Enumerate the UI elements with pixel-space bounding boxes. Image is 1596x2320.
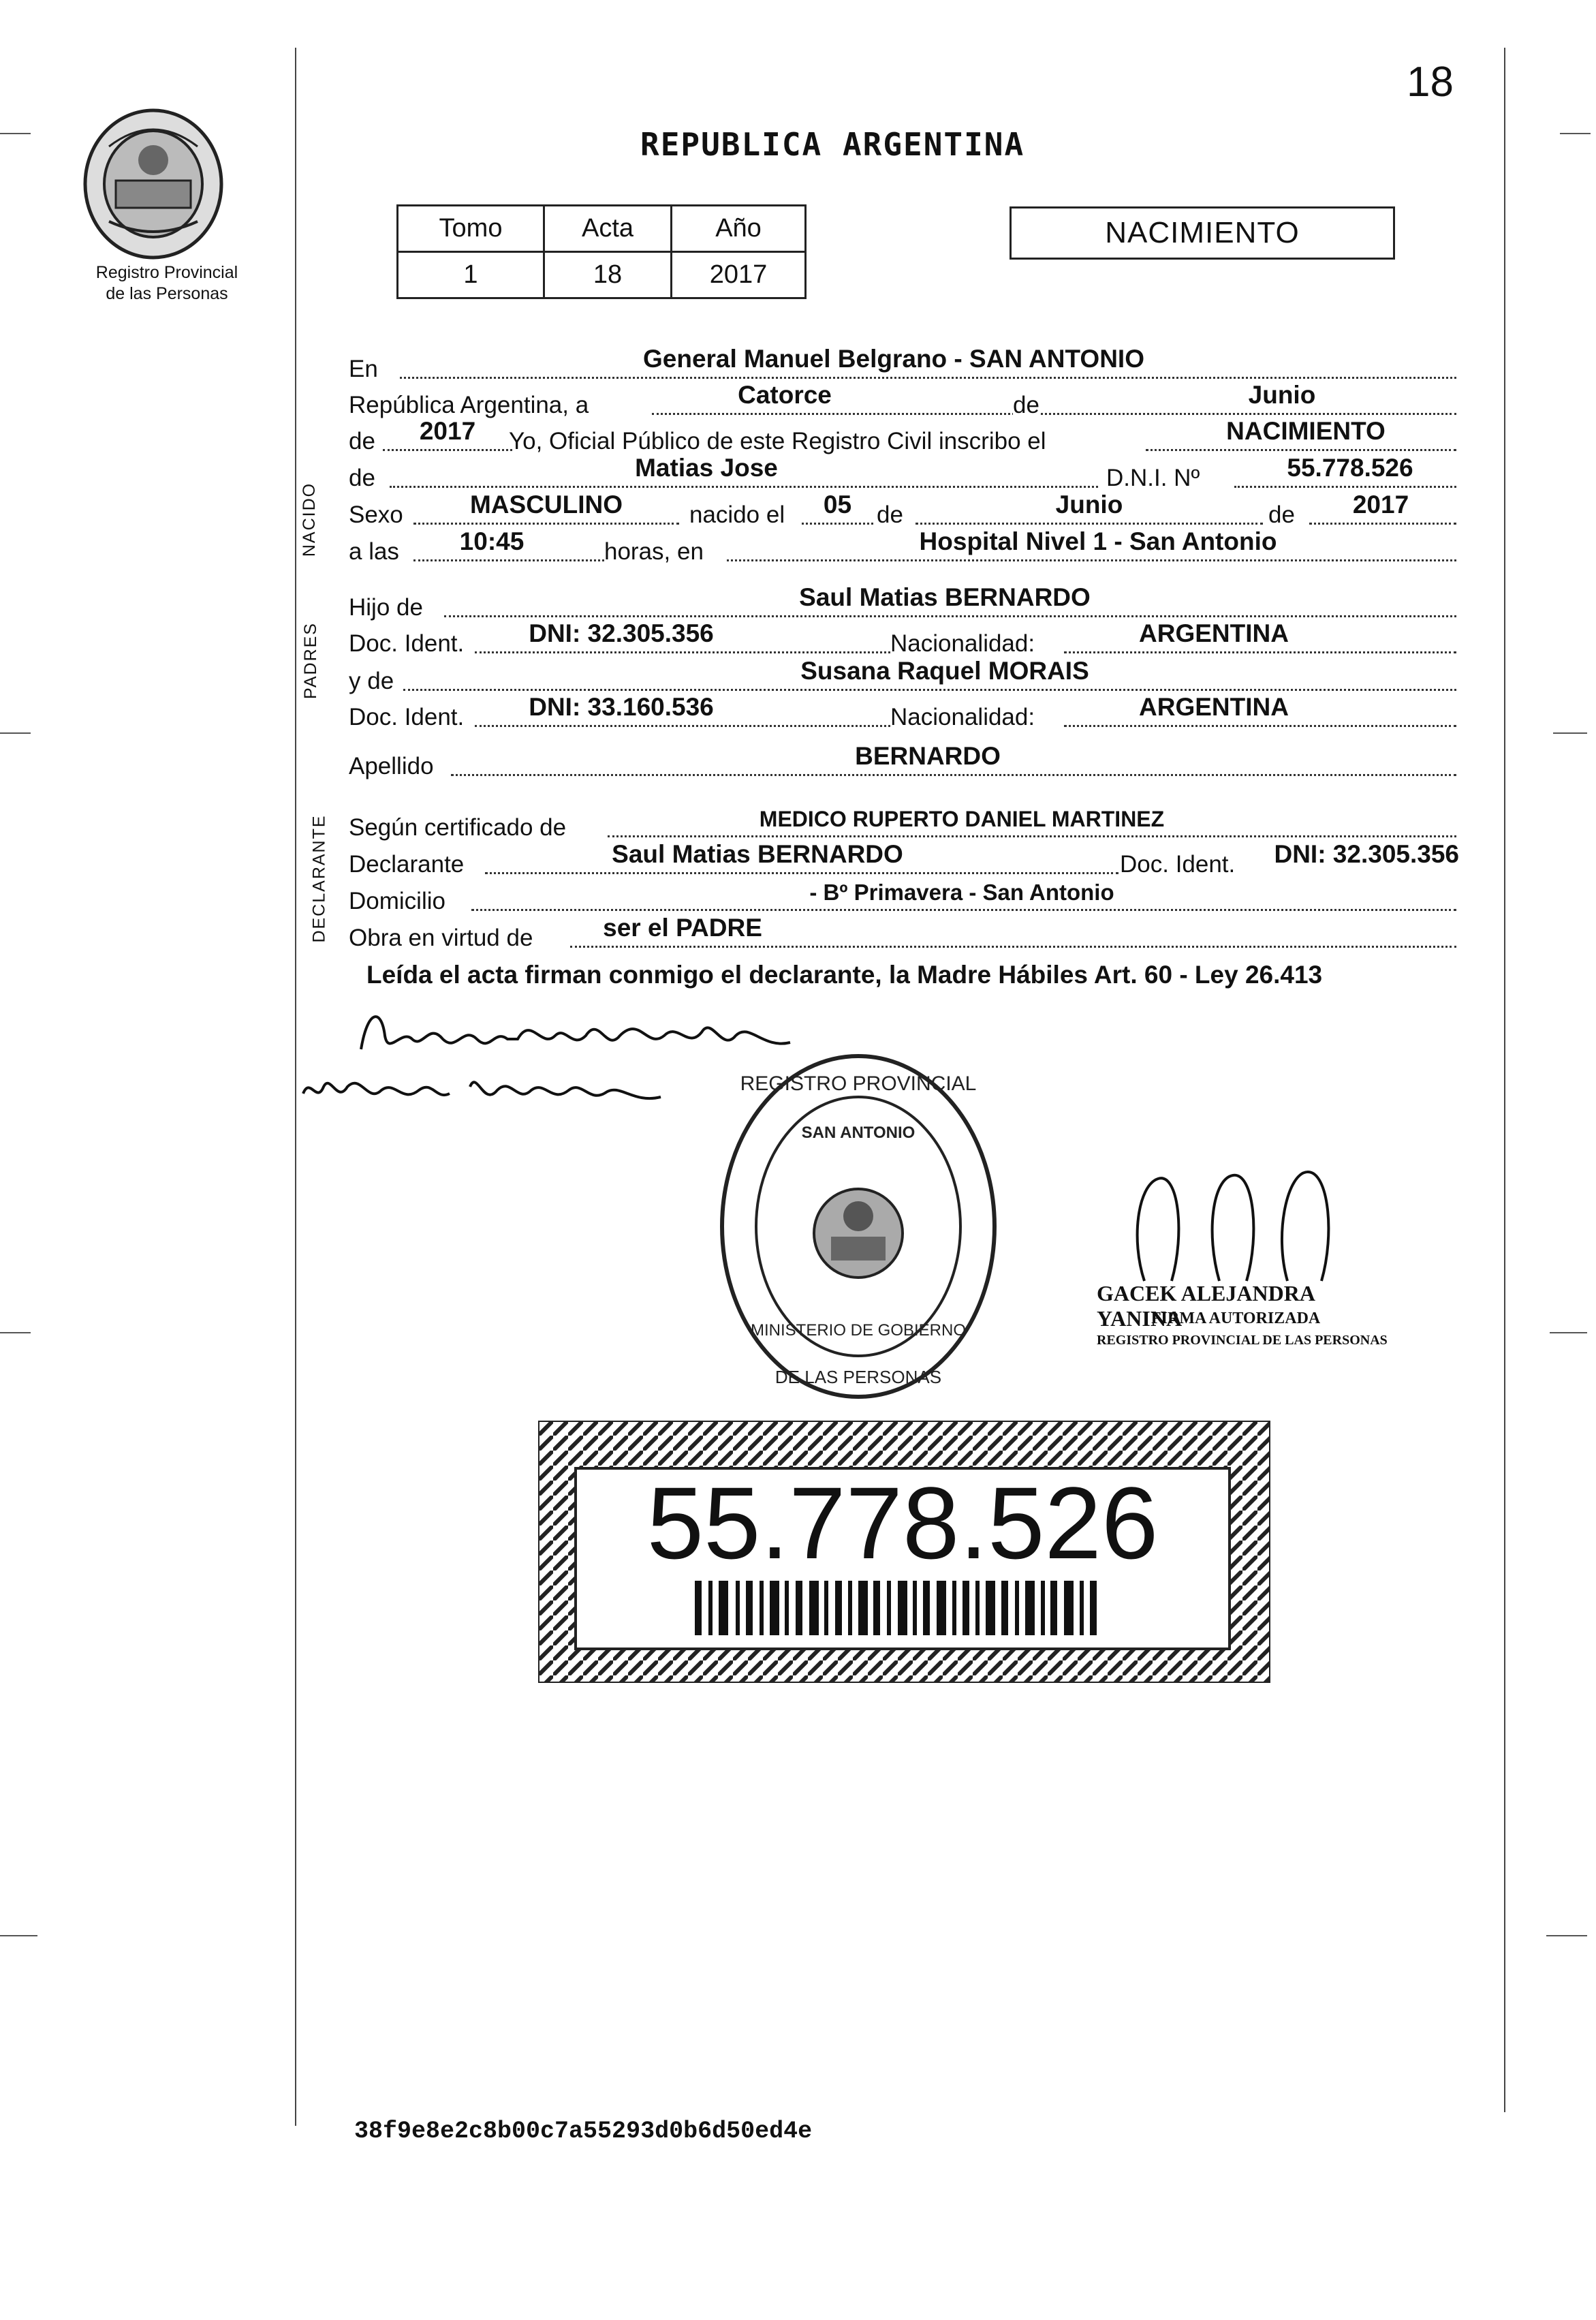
table-value-tomo: 1 — [398, 252, 544, 298]
doc-ident-label-madre: Doc. Ident. — [349, 704, 465, 730]
nacido-label: nacido el — [689, 501, 785, 528]
republica-label: República Argentina, a — [349, 392, 589, 418]
hijo-label: Hijo de — [349, 594, 423, 621]
margin-tick — [1560, 133, 1591, 134]
horas-en-label: horas, en — [604, 538, 704, 565]
birth-day: 05 — [823, 491, 852, 519]
side-label-nacido: NACIDO — [300, 482, 319, 557]
obra-label: Obra en virtud de — [349, 925, 533, 951]
margin-tick — [1550, 1332, 1587, 1333]
sexo-value: MASCULINO — [469, 491, 623, 519]
left-border-line — [295, 48, 296, 2126]
margin-tick — [0, 1332, 31, 1333]
barcode-number: 55.778.526 — [646, 1466, 1159, 1580]
form-row-madre — [349, 657, 1456, 695]
dni-value: 55.778.526 — [1287, 454, 1413, 482]
official-stamp-icon — [715, 1049, 1001, 1404]
table-header-acta: Acta — [544, 206, 672, 252]
form-row-madre-doc — [349, 693, 1456, 731]
year-value: 2017 — [419, 417, 476, 445]
de-label-bd: de — [877, 501, 903, 528]
form-row-hora — [349, 527, 1456, 566]
form-row-padre-doc — [349, 619, 1456, 658]
inscribo-label: Yo, Oficial Público de este Registro Civil inscribo el — [509, 428, 1046, 454]
y-de-label: y de — [349, 668, 394, 694]
margin-tick — [1553, 732, 1587, 734]
en-value: General Manuel Belgrano - SAN ANTONIO — [642, 345, 1144, 373]
form-row-declarante — [349, 840, 1459, 878]
certificado-value: MEDICO RUPERTO DANIEL MARTINEZ — [759, 807, 1165, 831]
declarante-value: Saul Matias BERNARDO — [612, 840, 903, 868]
logo-caption-line1: Registro Provincial — [95, 263, 238, 282]
page-number: 18 — [1407, 59, 1454, 106]
declarante-label: Declarante — [349, 851, 465, 878]
domicilio-label: Domicilio — [349, 888, 445, 914]
side-label-declarante: DECLARANTE — [309, 814, 329, 943]
table-header-ano: Año — [672, 206, 806, 252]
declarante-doc: DNI: 32.305.356 — [1274, 840, 1459, 868]
form-row-apellido — [349, 742, 1456, 780]
name-value: Matias Jose — [635, 454, 778, 482]
form-row-nombre — [349, 454, 1456, 492]
provincial-seal-icon — [75, 106, 232, 269]
official-name: GACEK ALEJANDRA YANINA — [1097, 1281, 1315, 1331]
header-title: REPUBLICA ARGENTINA — [640, 126, 1025, 163]
form-row-hijo — [349, 583, 1456, 621]
apellido-value: BERNARDO — [855, 742, 1001, 770]
month-value: Junio — [1248, 381, 1316, 409]
margin-tick — [0, 133, 31, 134]
sexo-label: Sexo — [349, 501, 403, 528]
doc-ident-label-decl: Doc. Ident. — [1120, 851, 1236, 878]
form-row-domicilio — [349, 880, 1456, 915]
table-value-acta: 18 — [544, 252, 672, 298]
en-label: En — [349, 356, 378, 382]
nacionalidad-label: Nacionalidad: — [890, 630, 1035, 657]
form-row-fecha — [349, 381, 1456, 419]
table-header-tomo: Tomo — [398, 206, 544, 252]
de-label-name: de — [349, 465, 375, 491]
lugar-value: Hospital Nivel 1 - San Antonio — [919, 527, 1277, 555]
apellido-label: Apellido — [349, 753, 434, 779]
logo-caption-line2: de las Personas — [106, 284, 228, 303]
official-title: FIRMA AUTORIZADA — [1151, 1310, 1321, 1327]
registry-table — [396, 204, 807, 299]
svg-text:REGISTRO PROVINCIAL: REGISTRO PROVINCIAL — [740, 1072, 977, 1095]
closing-statement: Leída el acta firman conmigo el declarante, la Madre Hábiles Art. 60 - Ley 26.413 — [366, 961, 1323, 989]
dni-label: D.N.I. Nº — [1106, 465, 1200, 491]
official-signature — [1090, 1158, 1403, 1376]
obra-value: ser el PADRE — [603, 914, 762, 942]
official-office: REGISTRO PROVINCIAL DE LAS PERSONAS — [1097, 1333, 1388, 1348]
padre-nac: ARGENTINA — [1139, 619, 1289, 647]
doc-ident-label: Doc. Ident. — [349, 630, 465, 657]
form-row-obra — [349, 916, 1456, 952]
form-row-en — [349, 347, 1456, 383]
form-row-sexo — [349, 493, 1456, 529]
birth-year: 2017 — [1352, 491, 1409, 519]
right-border-line — [1504, 48, 1505, 2112]
side-label-padres: PADRES — [300, 622, 320, 699]
svg-text:DE LAS PERSONAS: DE LAS PERSONAS — [774, 1367, 942, 1387]
a-las-label: a las — [349, 538, 399, 565]
form-row-inscribo — [349, 417, 1456, 455]
act-type-box: NACIMIENTO — [1010, 206, 1395, 260]
de-label: de — [1013, 392, 1039, 418]
padre-value: Saul Matias BERNARDO — [799, 583, 1091, 611]
nacionalidad-label-madre: Nacionalidad: — [890, 704, 1035, 730]
birth-month: Junio — [1055, 491, 1123, 519]
madre-doc: DNI: 33.160.536 — [529, 693, 714, 721]
document-hash: 38f9e8e2c8b00c7a55293d0b6d50ed4e — [354, 2118, 813, 2145]
signature-madre — [300, 1066, 668, 1114]
de-label-by: de — [1268, 501, 1295, 528]
certificado-label: Según certificado de — [349, 814, 567, 841]
svg-text:MINISTERIO DE GOBIERNO: MINISTERIO DE GOBIERNO — [750, 1321, 967, 1340]
madre-value: Susana Raquel MORAIS — [800, 657, 1089, 685]
madre-nac: ARGENTINA — [1139, 693, 1289, 721]
form-row-certificado — [349, 806, 1456, 841]
padre-doc: DNI: 32.305.356 — [529, 619, 714, 647]
de-label-year: de — [349, 428, 375, 454]
margin-tick — [1546, 1935, 1587, 1936]
margin-tick — [0, 1935, 37, 1936]
hora-value: 10:45 — [459, 527, 525, 555]
inscribo-value: NACIMIENTO — [1226, 417, 1386, 445]
margin-tick — [0, 732, 31, 734]
day-value: Catorce — [738, 381, 832, 409]
domicilio-value: - Bº Primavera - San Antonio — [809, 880, 1114, 905]
logo-caption — [65, 262, 269, 305]
svg-text:SAN ANTONIO: SAN ANTONIO — [801, 1124, 916, 1142]
barcode-sticker — [538, 1421, 1270, 1683]
table-value-ano: 2017 — [672, 252, 806, 298]
